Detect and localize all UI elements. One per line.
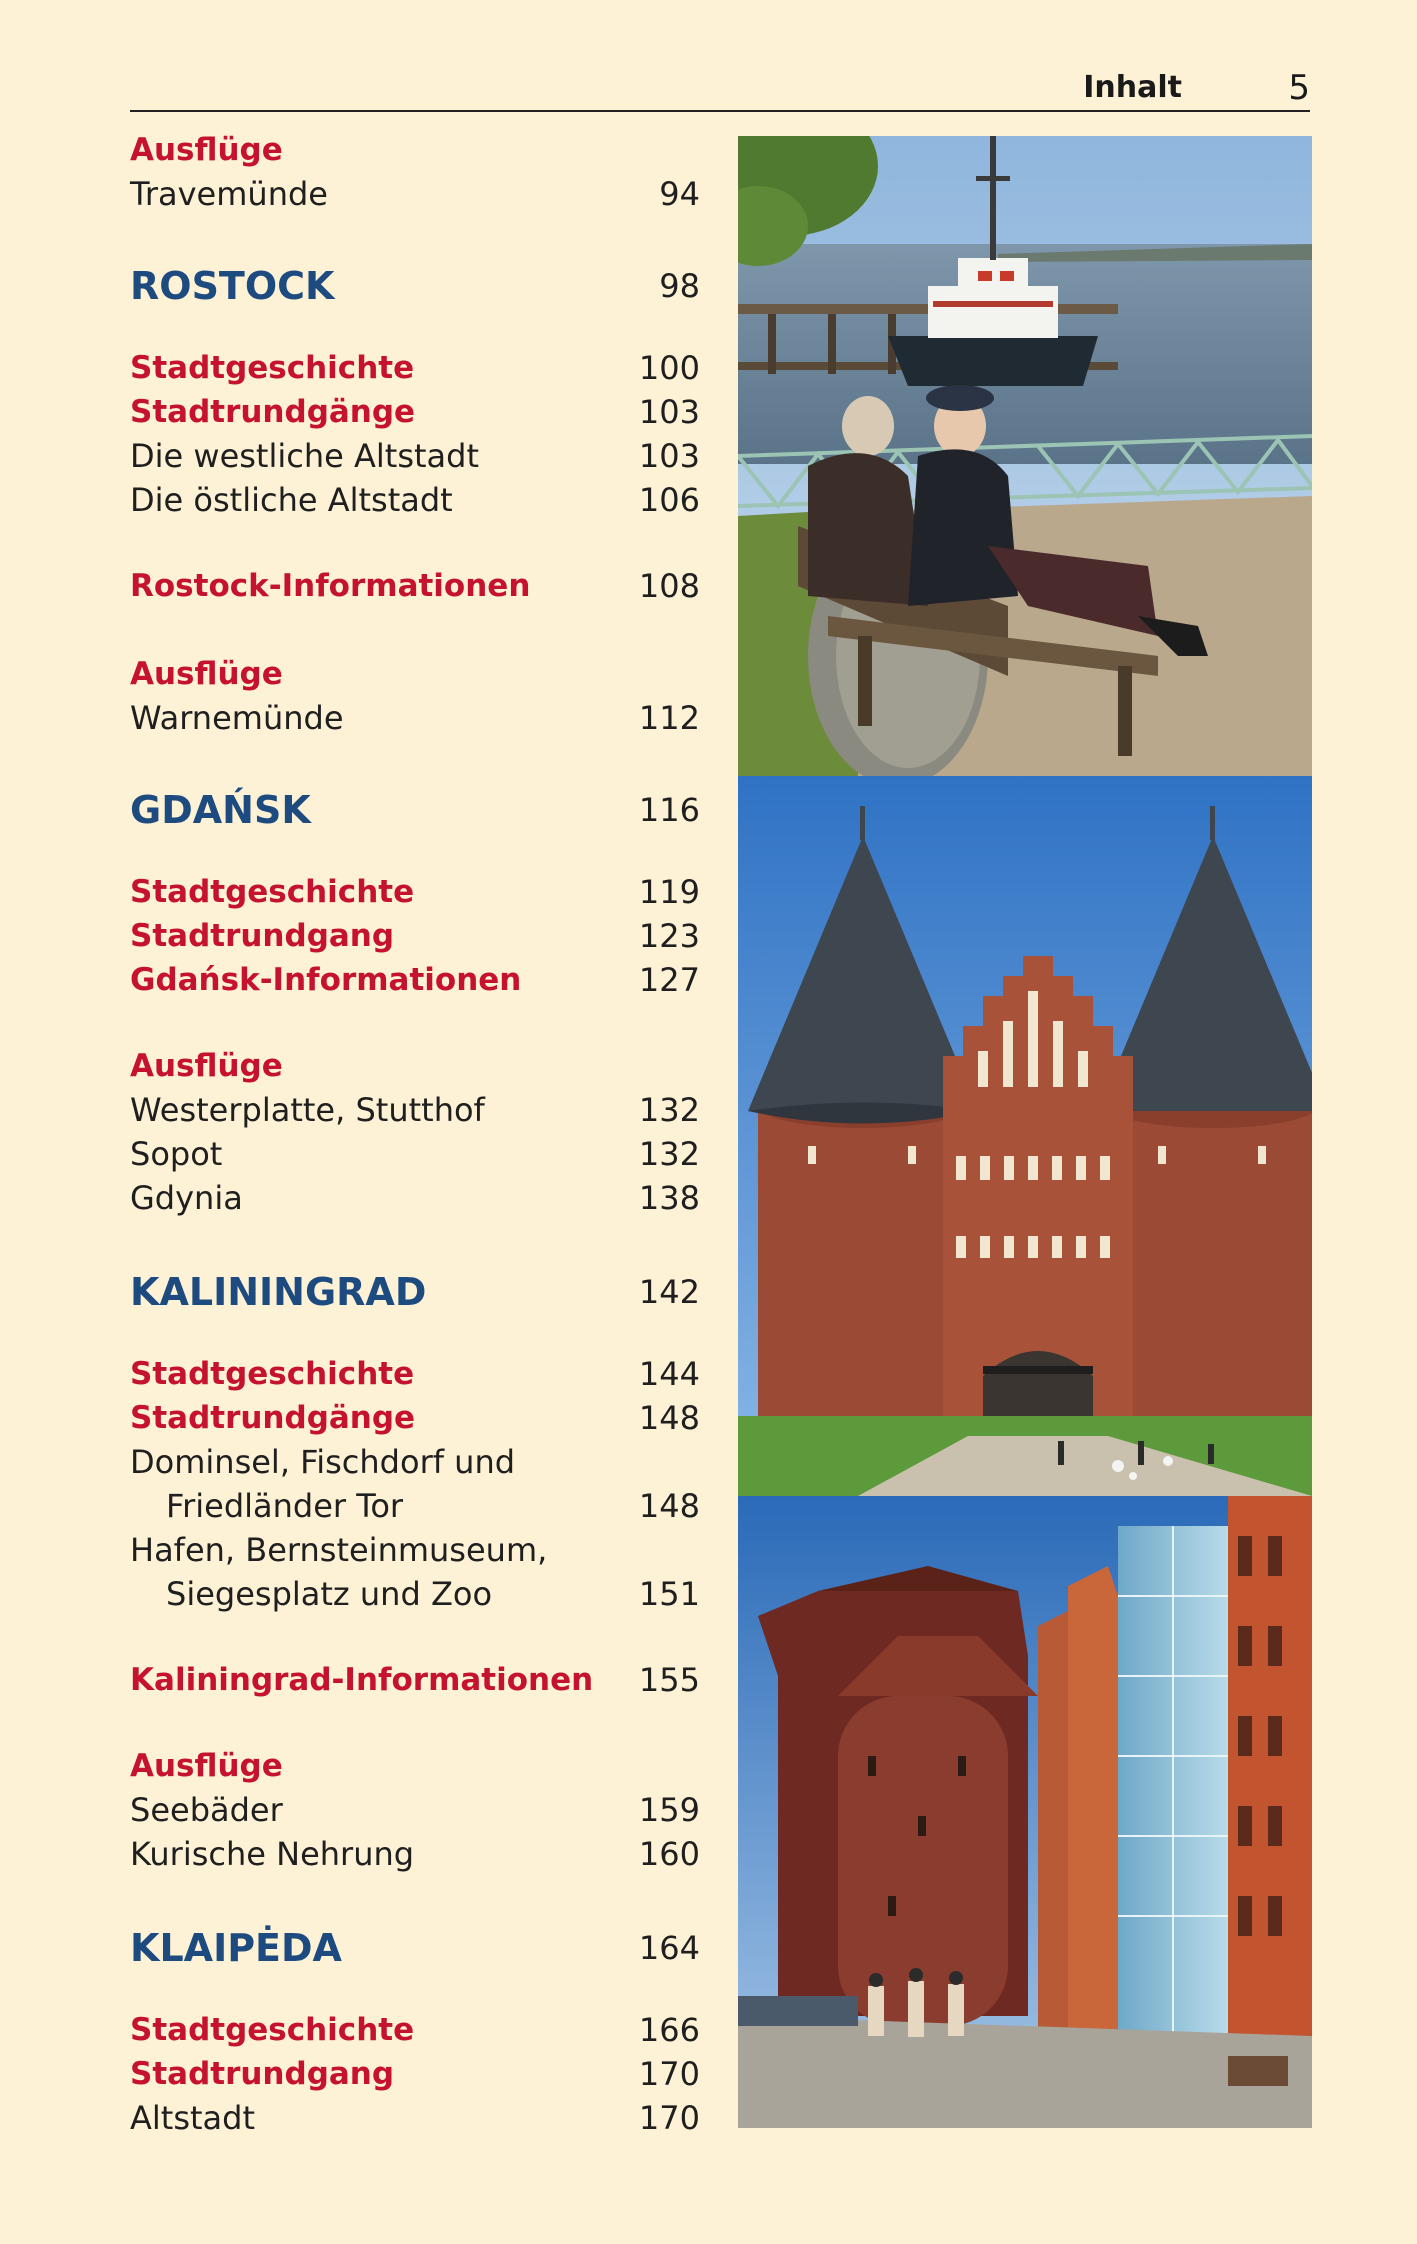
toc-page: 108 bbox=[638, 567, 700, 605]
toc-page: 170 bbox=[638, 2055, 700, 2093]
toc-entry[interactable] bbox=[130, 2096, 700, 2140]
toc-page: 164 bbox=[638, 1929, 700, 1967]
toc-label: Rostock-Informationen bbox=[130, 568, 531, 604]
toc-page: 127 bbox=[638, 961, 700, 999]
toc-label: Stadtgeschichte bbox=[130, 874, 415, 910]
toc-page: 116 bbox=[638, 791, 700, 829]
toc-page: 142 bbox=[638, 1273, 700, 1311]
toc-entry[interactable] bbox=[130, 2008, 700, 2052]
toc-entry[interactable] bbox=[130, 1396, 700, 1440]
toc-label: Die westliche Altstadt bbox=[130, 437, 479, 475]
toc-label: Die östliche Altstadt bbox=[130, 481, 453, 519]
toc-entry[interactable] bbox=[130, 390, 700, 434]
toc-label: Stadtgeschichte bbox=[130, 350, 415, 386]
photo-crane-gate bbox=[738, 1496, 1312, 2128]
toc-label: Ausflüge bbox=[130, 656, 283, 692]
toc-label: Stadtrundgänge bbox=[130, 394, 416, 430]
toc-entry[interactable] bbox=[130, 652, 700, 696]
toc-entry[interactable] bbox=[130, 346, 700, 390]
toc-label: GDAŃSK bbox=[130, 788, 311, 832]
toc-city-heading[interactable] bbox=[130, 264, 700, 308]
toc-entry[interactable] bbox=[130, 1484, 700, 1528]
toc-page: 144 bbox=[638, 1355, 700, 1393]
toc-entry[interactable] bbox=[130, 1788, 700, 1832]
toc-page: 132 bbox=[638, 1091, 700, 1129]
toc-label: KALININGRAD bbox=[130, 1270, 427, 1314]
toc-city-heading[interactable] bbox=[130, 1270, 700, 1314]
toc-page: 132 bbox=[638, 1135, 700, 1173]
toc-label: Siegesplatz und Zoo bbox=[166, 1575, 493, 1613]
toc-entry[interactable] bbox=[130, 1832, 700, 1876]
toc-label: Gdańsk-Informationen bbox=[130, 962, 522, 998]
toc-page: 103 bbox=[638, 393, 700, 431]
header-title: Inhalt bbox=[1083, 70, 1182, 105]
toc-entry[interactable] bbox=[130, 1440, 700, 1484]
toc-label: Gdynia bbox=[130, 1179, 243, 1217]
toc-page: 138 bbox=[638, 1179, 700, 1217]
toc-label: Stadtgeschichte bbox=[130, 2012, 415, 2048]
toc-page: 94 bbox=[659, 175, 700, 213]
toc-page: 106 bbox=[638, 481, 700, 519]
toc-page: 166 bbox=[638, 2011, 700, 2049]
toc-label: Dominsel, Fischdorf und bbox=[130, 1443, 516, 1481]
toc-label: Stadtrundgänge bbox=[130, 1400, 416, 1436]
toc-entry[interactable] bbox=[130, 434, 700, 478]
toc-label: KLAIPĖDA bbox=[130, 1926, 342, 1970]
toc-page: 148 bbox=[638, 1487, 700, 1525]
toc-page: 112 bbox=[638, 699, 700, 737]
toc-label: Ausflüge bbox=[130, 1048, 283, 1084]
toc-page: 98 bbox=[659, 267, 700, 305]
toc-label: Warnemünde bbox=[130, 699, 344, 737]
toc-page: 123 bbox=[638, 917, 700, 955]
photo-column bbox=[738, 136, 1312, 2128]
toc-label: Friedländer Tor bbox=[166, 1487, 404, 1525]
toc-entry[interactable] bbox=[130, 564, 700, 608]
toc-entry[interactable] bbox=[130, 1132, 700, 1176]
toc-label: Seebäder bbox=[130, 1791, 283, 1829]
page-number: 5 bbox=[1288, 68, 1310, 108]
toc-entry[interactable] bbox=[130, 870, 700, 914]
toc-label: Travemünde bbox=[130, 175, 328, 213]
toc-label: Sopot bbox=[130, 1135, 223, 1173]
toc-page: 103 bbox=[638, 437, 700, 475]
toc-label: Stadtrundgang bbox=[130, 918, 395, 954]
toc-entry[interactable] bbox=[130, 1528, 700, 1572]
toc-entry[interactable] bbox=[130, 1088, 700, 1132]
toc-city-heading[interactable] bbox=[130, 1926, 700, 1970]
toc-label: Stadtrundgang bbox=[130, 2056, 395, 2092]
photo-harbour-bench bbox=[738, 136, 1312, 776]
toc-label: Kaliningrad-Informationen bbox=[130, 1662, 594, 1698]
toc-city-heading[interactable] bbox=[130, 788, 700, 832]
toc-entry[interactable] bbox=[130, 1044, 700, 1088]
toc-page: 170 bbox=[638, 2099, 700, 2137]
toc-entry[interactable] bbox=[130, 2052, 700, 2096]
toc-entry[interactable] bbox=[130, 1658, 700, 1702]
toc-label: Altstadt bbox=[130, 2099, 256, 2137]
toc-entry[interactable] bbox=[130, 1744, 700, 1788]
toc-label: ROSTOCK bbox=[130, 264, 335, 308]
toc-page: 100 bbox=[638, 349, 700, 387]
table-of-contents bbox=[130, 0, 700, 2244]
toc-page: 159 bbox=[638, 1791, 700, 1829]
toc-entry[interactable] bbox=[130, 1352, 700, 1396]
toc-page: 151 bbox=[638, 1575, 700, 1613]
toc-entry[interactable] bbox=[130, 172, 700, 216]
toc-label: Kurische Nehrung bbox=[130, 1835, 415, 1873]
toc-entry[interactable] bbox=[130, 914, 700, 958]
toc-entry[interactable] bbox=[130, 478, 700, 522]
toc-page: 155 bbox=[638, 1661, 700, 1699]
toc-entry[interactable] bbox=[130, 696, 700, 740]
toc-label: Ausflüge bbox=[130, 132, 283, 168]
toc-entry[interactable] bbox=[130, 958, 700, 1002]
toc-label: Westerplatte, Stutthof bbox=[130, 1091, 485, 1129]
toc-label: Ausflüge bbox=[130, 1748, 283, 1784]
toc-page: 160 bbox=[638, 1835, 700, 1873]
toc-page: 148 bbox=[638, 1399, 700, 1437]
toc-page: 119 bbox=[638, 873, 700, 911]
toc-label: Stadtgeschichte bbox=[130, 1356, 415, 1392]
toc-label: Hafen, Bernsteinmuseum, bbox=[130, 1531, 548, 1569]
toc-entry[interactable] bbox=[130, 128, 700, 172]
photo-city-gate bbox=[738, 776, 1312, 1496]
toc-entry[interactable] bbox=[130, 1176, 700, 1220]
toc-entry[interactable] bbox=[130, 1572, 700, 1616]
